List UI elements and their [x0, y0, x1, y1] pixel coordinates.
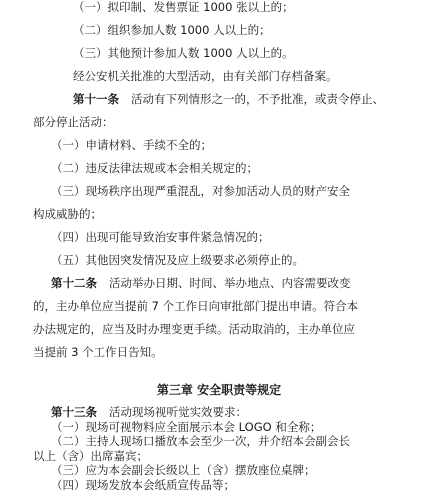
text-line: （二）主持人现场口播放本会至少一次，并介绍本会副会长 [51, 434, 350, 449]
text-line: 办法规定的，应当及时办理变更手续。活动取消的，主办单位应 [33, 322, 355, 336]
text-line: 的，主办单位应当提前 7 个工作日向审批部门提出申请。符合本 [33, 299, 359, 313]
text-line: 构成威胁的； [33, 207, 102, 221]
text-line: （二）组织参加人数 1000 人以上的； [73, 23, 271, 37]
text-line: （二）违反法律法规或本会相关规定的； [51, 161, 258, 175]
article-number: 第十三条 [51, 405, 97, 419]
text-line: （三）应为本会副会长级以上（含）摆放座位桌牌； [51, 463, 316, 478]
text-line: （四）出现可能导致治安事件紧急情况的； [51, 230, 270, 244]
text-line: （一）拟印制、发售票证 1000 张以上的； [73, 0, 294, 14]
article-12-line [0, 276, 438, 290]
article-number: 第十一条 [73, 92, 119, 106]
article-11-line [0, 92, 438, 106]
article-text: 活动现场视听觉实效要求： [109, 405, 247, 419]
article-13-line [0, 405, 438, 419]
text-line: （四）现场发放本会纸质宣传品等； [51, 478, 235, 492]
article-text: 活动有下列情形之一的，不予批准，或责令停止、 [131, 92, 384, 106]
text-line: 当提前 3 个工作日告知。 [33, 345, 163, 359]
article-text: 活动举办日期、时间、举办地点、内容需要改变 [109, 276, 351, 290]
text-line: （五）其他因突发情况及应上级要求必须停止的。 [51, 253, 304, 267]
text-line: 经公安机关批准的大型活动，由有关部门存档备案。 [73, 69, 338, 83]
text-line: （一）申请材料、手续不全的； [51, 138, 212, 152]
text-line: （三）其他预计参加人数 1000 人以上的。 [73, 46, 294, 60]
text-line: 部分停止活动： [33, 115, 114, 129]
text-line: （一）现场可视物料应全面展示本会 LOGO 和全称； [51, 419, 322, 434]
text-line: 以上（含）出席嘉宾； [33, 448, 148, 463]
chapter-heading: 第三章 安全职责等规定 [156, 383, 282, 397]
text-line: （三）现场秩序出现严重混乱，对参加活动人员的财产安全 [51, 184, 350, 198]
article-number: 第十二条 [51, 276, 97, 290]
